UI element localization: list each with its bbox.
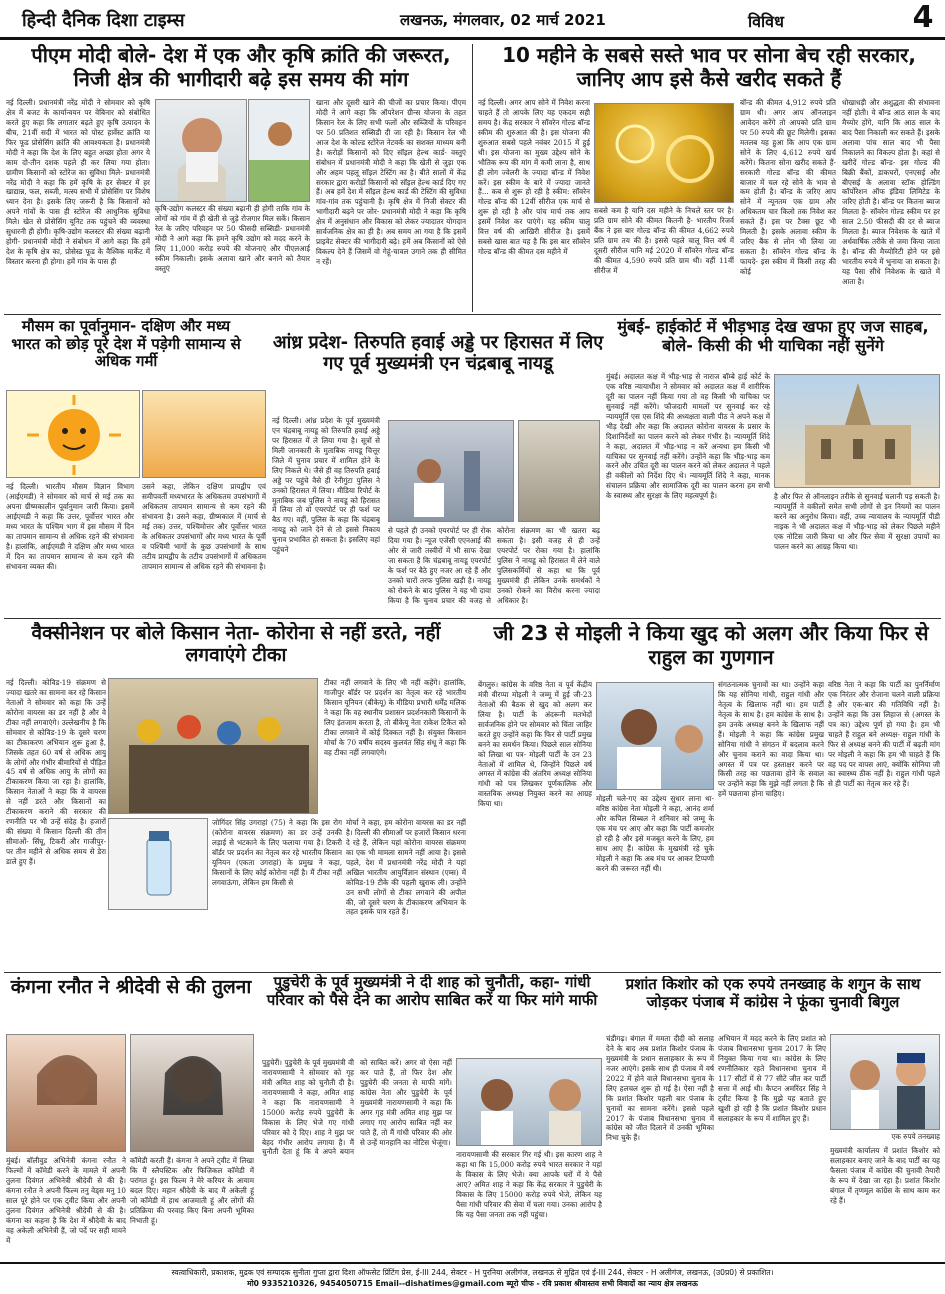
photo-high-court (774, 374, 940, 488)
body-farmers-col2: टीका नहीं लगवाने के लिए भी नहीं कहेंगे। हालांकि, गाजीपुर बॉर्डर पर प्रदर्शन का नेतृत्व कर रहे भारतीय किसान यूनियन (बीकेयू) के मीडिया प्रभारी धर्मेंद्र मलिक ने कहा कि वह स्थानीय प्रशासन प्रदर्शनकारी किसानों के लिए इंतजाम करता है, तो बीकेयू नेता राकेश टिकैत को टीका लगवाने में कोई दिक्कत नहीं है। संयुक्त किसान मोर्चा के 70 वर्षीय सदस्य कुलवंत सिंह संधू ने कहा कि वह टीका नहीं लगवाएंगे। (324, 678, 466, 757)
body-kangana-col1: मुंबई। बॉलीवुड अभिनेत्री कंगना रनौत ने फिल्मों में कॉमेडी करने के मामले में अपनी तुलना दिवंगत अभिनेत्री श्रीदेवी से की है। कंगना रनौत ने अपनी फिल्म तनु वेड्स मनु 10 साल पूरे होने पर एक ट्वीट किया और अपनी तुलना दिवंगत अभिनेत्री श्रीदेवी से की है। कंगना का कहना है कि देश में श्रीदेवी के बाद वह अकेली अभिनेत्री हैं, जो पर्दे पर सही मायने में (6, 1156, 126, 1245)
body-pk-col3: मुख्यमंत्री कार्यालय में प्रशांत किशोर को सलाहकार बनाए जाने के बाद पार्टी का यह फैसला पंजाब में कांग्रेस की चुनावी तैयारी के रूप में देखा जा रहा है। प्रशांत किशोर बंगाल में तृणमूल कांग्रेस के साथ काम कर रहे हैं। (830, 1146, 940, 1205)
row-rule (4, 314, 941, 315)
photo-naidu-police (518, 420, 600, 522)
photo-naidu-airport (388, 420, 514, 522)
photo-farmers-protest (108, 678, 318, 814)
vaccine-vial-icon (109, 819, 208, 910)
body-naidu-col2: से पहले ही उनको एयरपोर्ट पर ही रोक दिया गया है। न्यूज एजेंसी एएनआई की ओर से जारी तस्वीरों में भी साफ देखा जा सकता है कि चंद्रबाबू नायडू एयरपोर्ट के फर्श पर बैठे हुए नजर आ रहे हैं और उनको चारों तरफ पुलिस खड़ी है। नायडू को रोकने के बाद पुलिस ने यह भी दावा किया है कि चुनाव प्रचार की वजह से कोरोना संक्रमण का भी खतरा बढ़ सकता है। इसी वजह से ही उन्हें एयरपोर्ट पर रोका गया है। हालांकि पुलिस ने नायडू को हिरासत में लेने वाले पुलिसकर्मियों से कहा था कि पूर्व मुख्यमंत्री ही लेकिन उनके समर्थकों ने उनको रोकने का विरोध करना ज्यादा अधिकार है। (388, 526, 600, 605)
headline-gold-bond[interactable]: 10 महीने के सबसे सस्ते भाव पर सोना बेच रही सरकार, जानिए आप इसे कैसे खरीद सकते हैं (502, 44, 916, 91)
paper-name: हिन्दी दैनिक दिशा टाइम्स (22, 10, 185, 31)
body-farmers-col1: नई दिल्ली। कोविड-19 संक्रमण से ज्यादा खतरे का सामना कर रहे किसान नेताओं ने सोमवार को कहा कि उन्हें कोरोना वायरस का डर नहीं है और वे टीका नहीं लगवाएंगे। उल्लेखनीय है कि सोमवार से कोविड-19 के दूसरे चरण का टीकाकरण अभियान शुरू हुआ है, जिसके तहत 60 वर्ष से अधिक आयु के लोगों और गंभीर बीमारियों से पीड़ित 45 वर्ष से अधिक आयु के लोगों का टीकाकरण किया जा रहा है। हालांकि, किसान नेताओं ने कहा कि वे वायरस से नहीं डरते और किसानों का टीकाकरण कराने की सरकार की रणनीति पर भी उन्हें संदेह है। हजारों की संख्या में किसान दिल्ली की तीन सीमाओं- सिंघू, टिकरी और गाजीपुर- पर तीन महीने से अधिक समय से डेरा डाले हुए हैं। (6, 678, 106, 866)
imprint-line-1: स्वत्वाधिकारी, प्रकाशक, मुद्रक एवं सम्पादक सुनीता गुप्ता द्वारा दिशा ऑफसेट प्रिंटिंग प्रेस, ई-III 244, सेक्टर - H पुरनिया अलीगंज, लखनऊ से मुद्रित एवं ई-III 244, सेक्टर - H अलीगंज, लखनऊ, (उ0प्र0) से प्रकाशित। (171, 1268, 774, 1277)
photo-narayanasamy (456, 1058, 602, 1146)
moily-portrait (597, 683, 714, 790)
page-number: 4 (912, 0, 934, 35)
headline-puducherry[interactable]: पुडुचेरी के पूर्व मुख्यमंत्री ने दी शाह को चुनौती, कहा- गांधी परिवार को पैसे देने का आरोप साबित करें या फिर मांगे माफी (266, 974, 598, 1009)
pk-caption: एक रुपये तनख्वाह (891, 1132, 940, 1141)
headline-farmers-vaccine[interactable]: वैक्सीनेशन पर बोले किसान नेता- कोरोना से नहीं डरते, नहीं लगवाएंगे टीका (31, 622, 441, 667)
pm-modi-portrait (156, 100, 247, 202)
photo-farmer-graphic (248, 99, 310, 202)
body-weather-col2: उसने कहा, लेकिन दक्षिण प्रायद्वीप एवं समीपवर्ती मध्यभारत के अधिकतम उपसंभागों में अधिकतम तापमान सामान्य से कम रहने की संभावना है। उसने कहा, ग्रीष्मकाल में (मार्च से मई तक) उत्तर, पश्चिमोत्तर और पूर्वोत्तर भारत के अधिकतर उपसंभागों और मध्य भारत के पूर्वी व पश्चिमी भागों के कुछ उपसंभागों के साथ तटीय प्रायद्वीप के तटीय उपसंभागों में अधिकतम तापमान सामान्य से अधिक रहने की संभावना है। (142, 482, 266, 571)
column-rule (472, 44, 473, 312)
body-moily-col2: मोइली चले-गए का उद्देश्य सुधार लाना था- वरिष्ठ कांग्रेस नेता मोइली ने कहा, आनंद शर्मा और कपिल सिब्बल ने शनिवार को जम्मू के एक मंच पर आए और कहा कि पार्टी कमजोर हो रही है और इसे मजबूत करने के लिए, हम साथ आए हैं। कांग्रेस के मुखमंत्री रहे चुके मोइली ने कहा कि अब मंच पर आकर टिप्पणी करने की जरूरत नहीं थी। (596, 794, 714, 873)
body-gold-col4: धोखाधड़ी और अशुद्धता की संभावना नहीं होती। ये बॉन्ड आठ साल के बाद मैच्योर होंगे, यानि कि आठ साल के बाद पैसा निकाली कर सकते हैं। इसके अलावा पांच साल बाद भी पैसा निकालने का विकल्प होता है। कहां से खरीदें गोल्ड बॉन्ड- इस गोल्ड की बिक्री बैंकों, डाकघरों, एनएसई और बीएसई के अलावा स्टॉक होल्डिंग कॉर्पोरेशन ऑफ इंडिया लिमिटेड के जरिए होती है। बॉन्ड पर कितना ब्याज मिलता है- सॉवरेन गोल्ड स्कीम पर हर साल 2.50 फीसदी की दर से ब्याज मिलता है। ब्याज निवेशक के खाते में अर्धवार्षिक तरीके से जमा किया जाता है। बॉन्ड की मैच्योरिटी होने पर इसे भारतीय रुपये में भुनाया जा सकता है। यह पैसा सीधे निवेशक के खाते में आता है। (842, 98, 940, 286)
body-pm-modi-col3: खाना और दूसरी खाने की चीजों का प्रचार किया। पीएम मोदी ने आगे कहा कि ऑपरेशन ग्रीन्स योजना के तहत किसान रेल के लिए सभी फलों और सब्जियों के परिवहन पर 50 प्रतिशत सब्सिडी दी जा रही है। किसान रेल भी आज देश के कोल्ड स्टोरेज नेटवर्क का सशक्त माध्यम बनी है। करोड़ों किसानों को दिए सॉइल हेल्थ कार्ड- वस्तुएं संबोधन में प्रधानमंत्री मोदी ने कहा कि खेती से जुड़ा एक और अहम पहलू सॉइल टेस्टिंग का है। बीते सालों में केंद्र सरकार द्वारा करोड़ों किसानों को सॉइल हेल्थ कार्ड दिए गए हैं। अब हमें देश में सॉइल हेल्थ कार्ड की टेस्टिंग की सुविधा गांव-गांव तक पहुंचानी है। कृषि क्षेत्र में निजी सेक्टर की भागीदारी बढ़ने पर जोर- प्रधानमंत्री मोदी ने कहा कि कृषि क्षेत्र में अनुसंधान और विकास को लेकर ज्यादातर योगदान सार्वजनिक क्षेत्र का ही है। अब समय आ गया है कि इसमें प्राइवेट सेक्टर की भागीदारी बढ़े। हमें अब किसानों को ऐसे विकल्प देने हैं जिसमें वो गेहूं-चावल उगाने तक ही सीमित न रहें। (316, 98, 466, 266)
body-moily-col3: संगठनात्मक चुनावों का था। उन्होंने कहा कि यह सोनिया गांधी, राहुल गांधी और नेतृत्व के खिलाफ नहीं था। हम पार्टी नेतृत्व के साथ है। हम कांग्रेस के साथ है। हम उनके अध्यक्ष बनने के खिलाफ नहीं हैं। मोइली ने कहा कि कांग्रेस प्रमुख सोनिया गांधी ने संगठन में बदलाव करने और चुनाव कराने का वादा किया था। अगस्त में पत्र पर हस्ताक्षर करने पर किसी तरह का पछतावा होने के सवाल पर उन्होंने कहा कि मुझे नहीं लगता है कि हमें पछतावा होना चाहिए। (718, 680, 824, 799)
body-gold-col1: नई दिल्ली। अगर आप सोने में निवेश करना चाहते हैं तो आपके लिए यह एकदम सही समय है। केंद्र सरकार ने सॉवरेन गोल्ड बॉन्ड स्कीम की शुरुआत की है। इस योजना की शुरुआत सबसे पहले नवंबर 2015 में हुई थी। इस योजना का मुख्य उद्देश्य सोने के भौतिक रूप की मांग में कमी लाना है, साथ ही लोग ज्वेलरी के ज्यादा बॉन्ड में निवेश करें। इस स्कीम के बारे में ज्यादा जानते हैं... कब से शुरू हो रही है स्कीम: सॉवरेन गोल्ड बॉन्ड की 12वीं सीरीज एक मार्च से शुरू हो रही है और पांच मार्च तक आप इसमें निवेश कर पाएंगे। यह स्कीम चालू वित्त वर्ष की आखिरी सीरीज है। इसमें सबसे खास बात यह है कि इस बार सॉवरेन गोल्ड बॉन्ड की कीमत दस महीने में (478, 98, 590, 257)
row-rule (4, 618, 941, 619)
body-gold-col3: बॉन्ड की कीमत 4,912 रुपये प्रति ग्राम थी। अगर आप ऑनलाइन आवेदन करेंगे तो आपको प्रति ग्राम पर 50 रुपये की छूट मिलेगी। इसका मतलब यह हुआ कि आप एक ग्राम सोने के लिए 4,612 रुपये खर्च करेंगे। कितना सोना खरीद सकते हैं- सरकारी गोल्ड बॉन्ड की कीमत बाजार में चल रहे सोने के भाव से कम होती है। बॉन्ड के जरिए आप सोने में न्यूनतम एक ग्राम और अधिकतम चार किलो तक निवेश कर सकते हैं। इस पर टैक्स छूट भी मिलती है। इसके अलावा स्कीम के जरिए बैंक से लोन भी लिया जा सकता है। सॉवरेन गोल्ड बॉन्ड के फायदे- इस स्कीम में किसी तरह की कोई (740, 98, 836, 276)
masthead (0, 0, 945, 40)
headline-bombay-hc[interactable]: मुंबई- हाईकोर्ट में भीड़भाड़ देख खफा हुए जज साहब, बोले- किसी की भी याचिका नहीं सुनेंगे (617, 318, 929, 355)
naidu-photo (389, 421, 514, 522)
pk-amarinder-portraits (831, 1035, 940, 1130)
imprint-line-2: मो0 9335210326, 9454050715 Email--dishatimes@gmail.com ब्यूरो चीफ - रवि प्रकाश श्रीवास्तव सभी विवादों का न्याय क्षेत्र लखनऊ (247, 1279, 698, 1289)
photo-veerappa-moily (596, 682, 714, 790)
sridevi-portrait (131, 1035, 254, 1152)
body-weather-col1: नई दिल्ली। भारतीय मौसम विज्ञान विभाग (आईएमडी) ने सोमवार को मार्च से मई तक का अपना ग्रीष्मकालीन पूर्वानुमान जारी किया। इसमें आईएमडी ने कहा कि उत्तर, पूर्वोत्तर भारत और मध्य भारत के पश्चिम भाग में इस मौसम में दिन का तापमान सामान्य से अधिक रहने की संभावना है। हालांकि, आईएमडी ने दक्षिण और मध्य भारत में दिन का तापमान सामान्य से कम रहने की संभावना व्यक्त की। (6, 482, 134, 571)
body-farmers-col3: जोगिंदर सिंह उगराहां (75) ने कहा कि इस रोग (कोरोना वायरस संक्रमण) का डर उन्हें उनकी लड़ाई से भटकाने के लिए फलाया गया है। टिकरी बॉर्डर पर प्रदर्शन का नेतृत्व कर रहे भारतीय किसान यूनियन (एकता उगराहां) के प्रमुख ने कहा, किसानों के लिए कोई कोरोना नहीं है। मैं टीका नहीं लगवाऊंगा, लेकिन हम किसी से (212, 818, 342, 887)
photo-kangana (6, 1034, 126, 1152)
body-pk-col1: चंडीगढ़। बंगाल में ममता दीदी को सलाह देने के बाद अब प्रशांत किशोर पंजाब के मुख्यमंत्री के प्रधान सलाहकार के रूप में नजर आएंगे। इसके साथ ही पंजाब में वर्ष 2022 में होने वाले विधानसभा चुनाव के लिए हलचल शुरू हो गई है। ऐसा नहीं है कि प्रशांत किशोर पहली बार पंजाब के चुनावों का सामना करेंगे। इससे पहले 2017 के पंजाब विधानसभा चुनाव में कांग्रेस को जीत दिलाने में उनकी भूमिका निभा चुके हैं। (606, 1034, 714, 1143)
body-moily-col4: वरिष्ठ नेता ने कहा कि पार्टी का पुनर्निर्माण एक निरंतर और रोजाना चलने वाली प्रक्रिया है और एक-बार की गतिविधि नहीं है। उन्होंने कहा कि उस लिहाज से (अगस्त के पत्र का) उद्देश्य पूर्ण हो गया है। हम भी चाहते हैं राहुल बने अध्यक्ष- राहुल गांधी के फिर से अध्यक्ष बनने की पार्टी में बढ़ती मांग पर मोइली ने कहा कि हम भी चाहते हैं कि वह पद पर वापस आएं, क्योंकि सोनिया जी का स्वास्थ्य ठीक नहीं है। राहुल गांधी पहले से ही पार्टी का नेतृत्व कर रहे हैं। (828, 680, 940, 789)
photo-prashant-kishor (830, 1034, 940, 1130)
gold-ornaments (595, 104, 734, 203)
issue-date: लखनऊ, मंगलवार, 02 मार्च 2021 (400, 11, 606, 29)
photo-sridevi (130, 1034, 254, 1152)
body-moily-col1: बेंगलुरु। कांग्रेस के वरिष्ठ नेता व पूर्व केंद्रीय मंत्री वीरप्पा मोइली ने जम्मू में हुई जी-23 नेताओं की बैठक से खुद को अलग कर लिया है। पार्टी के अंदरूनी मतभेदों सार्वजनिक होने पर सोमवार को चिंता जाहिर करते हुए उन्होंने कहा कि फिर से पार्टी प्रमुख बनने का समर्थन किया। पिछले साल सोनिया को लिखा था पत्र- मोइली पार्टी के उन 23 नेताओं में शामिल थे, जिन्होंने पिछले वर्ष अगस्त में कांग्रेस की अंतरिम अध्यक्ष सोनिया गांधी को पत्र लिखकर पूर्णकालिक और वास्तविक अध्यक्ष नियुक्त करने का आग्रह किया था। (478, 680, 592, 809)
photo-sun-cartoon (6, 390, 140, 478)
section-name: विविध (748, 12, 784, 31)
headline-naidu[interactable]: आंध्र प्रदेश- तिरुपति हवाई अड्डे पर हिरासत में लिए गए पूर्व मुख्यमंत्री एन चंद्रबाबू नायडू (272, 332, 604, 375)
protest-crowd (109, 679, 318, 814)
imprint-footer (0, 1262, 945, 1294)
kangana-portrait (7, 1035, 126, 1152)
photo-heat (142, 390, 266, 478)
headline-prashant-kishor[interactable]: प्रशांत किशोर को एक रुपये तनख्वाह के शगुन के साथ जोड़कर पंजाब में कांग्रेस ने फूंका चुनावी बिगुल (625, 976, 921, 1011)
headline-pm-modi[interactable]: पीएम मोदी बोले- देश में एक और कृषि क्रांति की जरूरत, निजी क्षेत्र की भागीदारी बढ़े इस समय की मांग (31, 44, 451, 91)
narayanasamy-shah-photos (457, 1059, 602, 1146)
farmer-illustration (249, 100, 310, 202)
photo-pm-modi (155, 99, 247, 202)
photo-gold-jewellery (594, 103, 734, 203)
sun-icon (7, 391, 140, 478)
body-farmers-col4: मोर्चा ने कहा, हम कोरोना वायरस का डर नहीं है। दिल्ली की सीमाओं पर हजारों किसान धरना दे रहे हैं, लेकिन यहां कोरोना वायरस संक्रमण का एक भी मामला सामने नहीं आया है। इससे पहले, देश में प्रधानमंत्री नरेंद्र मोदी ने यहां अखिल भारतीय आयुर्विज्ञान संस्थान (एम्स) में कोविड-19 टीके की पहली खुराक ली। उन्होंने उन सभी लोगों से टीका लगवाने की अपील की, जो दूसरे चरण के टीकाकरण अभियान के तहत इसके पात्र रहते हैं। (346, 818, 466, 917)
headline-moily[interactable]: जी 23 से मोइली ने किया खुद को अलग और किया फिर से राहुल का गुणगान (493, 622, 929, 669)
body-hc-col2: है और फिर से ऑनलाइन तरीके से सुनवाई चलानी पड़ सकती है। न्यायमूर्ति ने वकीलों समेत सभी लोगों से इन नियमों का पालन करने का अनुरोध किया। वहीं, उच्च न्यायालय के न्यायमूर्ति पीडी नाइक ने भी अदालत कक्ष में भीड़-भाड़ को लेकर पिछले महीने एक नोटिस जारी किया था और फिर सेवा में सुरक्षा उपायों का पालन करने का आग्रह किया था। (774, 492, 940, 551)
body-hc-col1: मुंबई। अदालत कक्ष में भीड़-भाड़ से नाराज बॉम्बे हाई कोर्ट के एक वरिष्ठ न्यायाधीश ने सोमवार को अदालत कक्ष में शारीरिक दूरी का पालन नहीं किया गया तो वह किसी भी याचिका पर सुनवाई नहीं करेंगे। फौजदारी मामलों पर सुनवाई कर रहे न्यायमूर्ति एस एस शिंदे की अध्यक्षता वाली पीठ ने अपने कक्ष में भीड़ देखी और कहा कि अदालत कोरोना वायरस के प्रसार के दिशानिर्देशों का पालन करने को लेकर गंभीर है। न्यायमूर्ति शिंदे ने कहा, अदालत में भीड़-भाड़ न करें अन्यथा हम किसी भी याचिका पर सुनवाई नहीं करेंगे। उन्होंने कहा कि भीड़-भाड़ कम करने और उचित दूरी का पालन करने को लेकर अदालत ने पहले ही वकीलों को निर्देश दिए थे। न्यायमूर्ति शिंदे ने कहा, मानक संचालन प्रक्रिया और सामाजिक दूरी का पालन करना हम सभी के स्वास्थ्य और सुरक्षा के लिए महत्वपूर्ण है। (606, 372, 770, 501)
body-pk-col2: अभियान में मदद करने के लिए प्रशांत को पंजाब विधानसभा चुनाव 2017 के लिए नियुक्त किया गया था। कांग्रेस के लिए रणनीतिकार रहते विधानसभा चुनाव में 117 सीटों में से 77 सीटें जीत कर पार्टी सत्ता में आई थी। कैप्टन अमरिंदर सिंह ने ट्वीट किया है कि मुझे यह बताते हुए खुशी हो रही है कि प्रशांत किशोर प्रधान सलाहकार के रूप में शामिल हुए हैं। (718, 1034, 826, 1123)
body-kangana-col2: कॉमेडी करती हैं। कंगना ने अपने ट्वीट में लिखा कि मैं स्लैपस्टिक और फिजिकल कॉमेडी में परांगत हूं। इस फिल्म ने मेरे करियर के आयाम बदल दिए। महान श्रीदेवी के बाद मैं अकेली हूं जो कॉमेडी में हाथ आजमाती हूं और लोगों की प्रतिक्रिया की परवाह किए बिना अपनी भूमिका निभाती हूं। (130, 1156, 254, 1225)
headline-weather[interactable]: मौसम का पूर्वानुमान- दक्षिण और मध्य भारत को छोड़ पूरे देश में पड़ेगी सामान्य से अधिक गर्मी (11, 318, 241, 371)
body-puducherry-col2: नारायणसामी की सरकार गिर गई थी। इस कारण शाह ने कहा था कि 15,000 करोड़ रुपये भारत सरकार ने यहां के विकास के लिए भेजे। क्या आपके घरों में ये पैसे आए? अमित शाह ने कहा कि केंद्र सरकार ने पुडुचेरी के विकास के लिए 15000 करोड़ रुपये भेजे, लेकिन यह पैसा गांधी परिवार की सेवा में चला गया। उनका आरोप है कि यह पैसा जनता तक नहीं पहुंचा। (456, 1150, 602, 1219)
headline-kangana[interactable]: कंगना रनौत ने श्रीदेवी से की तुलना (10, 976, 252, 998)
row-rule (4, 972, 941, 973)
court-building (775, 375, 940, 488)
body-naidu-col1: नई दिल्ली। आंध्र प्रदेश के पूर्व मुख्यमंत्री एन चंद्रबाबू नायडू को तिरुपति हवाई अड्डे पर हिरासत में ले लिया गया है। सूत्रों से मिली जानकारी के मुताबिक नायडू चित्तूर जिले में चुनाव प्रचार में शामिल होने के लिए निकले थे। जैसे ही वह तिरुपति हवाई अड्डे पर पहुंचे वैसे ही रेनीगुंटा पुलिस ने उनको हिरासत में लिया। मीडिया रिपोर्ट के मुताबिक जब पुलिस ने नायडू को हिरासत में लिया तो वो एयरपोर्ट पर ही फर्श पर बैठ गए। वहीं, पुलिस के कहा कि चंद्रबाबू नायडू को जाने देने से तो इससे निकाय चुनाव प्रभावित हो सकता है। इसलिए वहां पहुंचने (272, 416, 380, 555)
body-gold-col2: सबसे कम है यानि दस महीने के निचले स्तर पर है। प्रति ग्राम सोने की कीमत कितनी है- भारतीय रिजर्व बैंक ने इस बार गोल्ड बॉन्ड की कीमत 4,662 रुपये प्रति ग्राम तय की है। इससे पहले चालू वित्त वर्ष में दूसरी सीरीज यानि मई 2020 में सॉवरेन गोल्ड बॉन्ड की कीमत 4,590 रुपये प्रति ग्राम थी। वहीं 11वीं सीरीज में (594, 206, 734, 275)
photo-vaccine-vial (108, 818, 208, 910)
body-pm-modi-col1: नई दिल्ली। प्रधानमंत्री नरेंद्र मोदी ने सोमवार को कृषि क्षेत्र में बजट के कार्यान्वयन पर वेबिनार को संबोधित करते हुए कहा कि लगातार बढ़ते हुए कृषि उत्पादन के बीच, 21वीं सदी में भारत को पोस्ट हार्वेस्ट क्रांति या फिर फूड प्रोसेसिंग क्रांति की आवश्यकता है। प्रधानमंत्री मोदी ने कहा कि देश के लिए बहुत अच्छा होता अगर ये काम दो-तीन दशक पहले ही कर लिया गया होता। ग्रामीण किसानों को स्टोरेज का सुविधा मिले- प्रधानमंत्री नरेंद्र मोदी ने कहा कि हमें कृषि के हर सेक्टर में हर खाद्यान्न, फल, सब्जी, मत्स्य सभी में प्रोसेसिंग पर विशेष ध्यान देना है। इसके लिए जरूरी है कि किसानों को अपने गांवों के पास ही स्टोरेज की आधुनिक सुविधा मिले। खेत से प्रोसेसिंग यूनिट तक पहुंचने की व्यवस्था सुधारनी ही होगी। कृषि-उद्योग कलस्टर की संख्या बढ़ानी होगी- प्रधानमंत्री मोदी ने संबोधन में आगे कहा कि हमें देश के कृषि क्षेत्र का, प्रोसेस्ड फूड के वैश्विक मार्केट में विस्तार करना ही होगा। हमें गांव के पास ही (6, 98, 150, 266)
body-puducherry-col1: पुडुचेरी। पुडुचेरी के पूर्व मुख्यमंत्री वी नारायणसामी ने सोमवार को गृह मंत्री अमित शाह को चुनौती दी है। नारायणसामी ने कहा, अमित शाह ने कहा कि नारायणसामी ने 15000 करोड़ रुपये पुडुचेरी के विकास के लिए भेजे गए गांधी परिवार को दे दिए। शाह ने मुझ पर बेहद गंभीर आरोप लगाया है। मैं चुनौती देता हूं कि वे अपने बयान को साबित करें। अगर वो ऐसा नहीं कर पाते हैं, तो फिर देश और पुडुचेरी की जनता से माफी मांगें। कांग्रेस नेता और पुडुचेरी के पूर्व मुख्यमंत्री नारायणसामी ने कहा कि अगर गृह मंत्री अमित शाह मुझ पर लगाए गए आरोप साबित नहीं कर पाते हैं, तो मैं गांधी परिवार की ओर से उन्हें मानहानि का नोटिस भेजूंगा। (262, 1058, 452, 1157)
body-pm-modi-col2: क़ृषि-उद्योग कलस्टर की संख्या बढ़ानी ही होगी ताकि गांव के लोगों को गांव में ही खेती से जुड़े रोजगार मिल सकें। किसान रेल के जरिए परिवहन पर 50 फीसदी सब्सिडी- प्रधानमंत्री मोदी ने आगे कहा कि हमने कृषि उद्योग को मदद करने के लिए 11,000 करोड़ रुपये की योजनाएं और पीएलआई स्कीम निकाली। इसके अलावा खाने और बनाने को तैयार वस्तुएं (155, 204, 310, 273)
